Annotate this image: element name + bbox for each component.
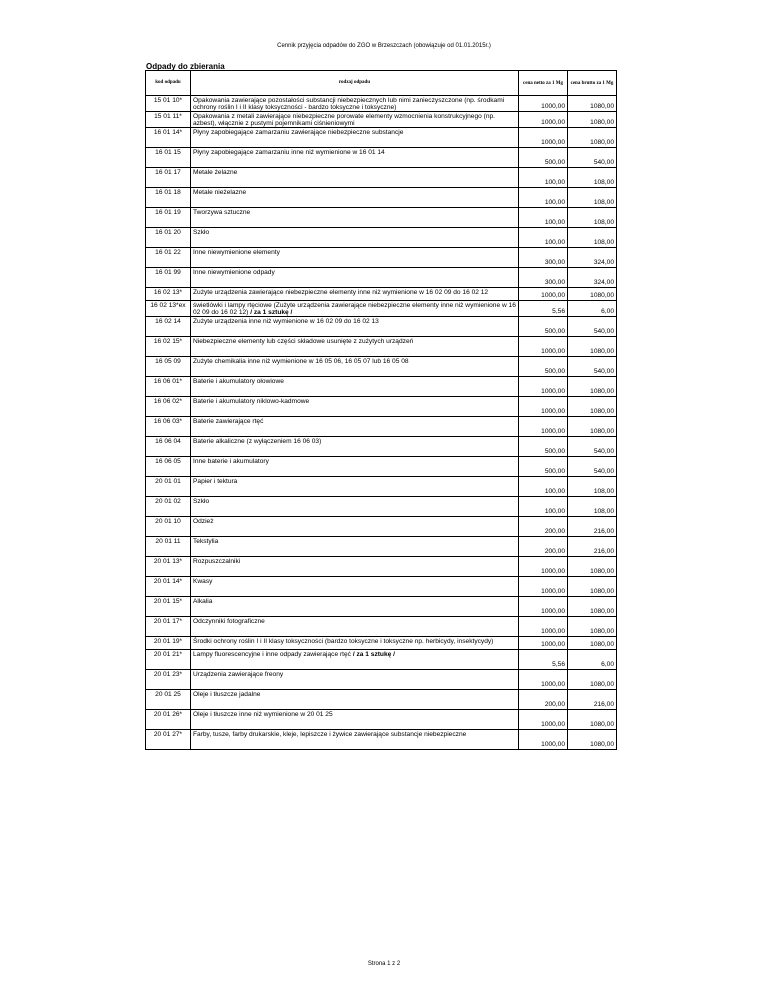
waste-code: 16 06 01* xyxy=(146,377,191,397)
waste-code: 15 01 11* xyxy=(146,112,191,128)
net-price: 5,56 xyxy=(519,301,568,317)
waste-description-text: Inne baterie i akumulatory xyxy=(193,458,269,465)
waste-code: 20 01 25 xyxy=(146,690,191,710)
waste-description-text: Baterie i akumulatory niklowo-kadmowe xyxy=(193,398,310,405)
waste-description-text: Zużyte chemikalia inne niż wymienione w 16 05 06, 16 05 07 lub 16 05 08 xyxy=(193,358,409,365)
net-price: 100,00 xyxy=(519,228,568,248)
table-row xyxy=(146,357,617,377)
waste-code: 20 01 19* xyxy=(146,637,191,650)
net-price: 1000,00 xyxy=(519,96,568,112)
waste-description xyxy=(191,637,519,650)
waste-code: 16 01 17 xyxy=(146,168,191,188)
table-row xyxy=(146,148,617,168)
table-row xyxy=(146,617,617,637)
gross-price: 108,00 xyxy=(568,188,617,208)
gross-price: 216,00 xyxy=(568,537,617,557)
waste-description-text: Urządzenia zawierające freony xyxy=(193,671,284,678)
waste-description-text: Szkło xyxy=(193,229,210,236)
net-price: 200,00 xyxy=(519,517,568,537)
waste-code: 20 01 21* xyxy=(146,650,191,670)
waste-code: 16 01 15 xyxy=(146,148,191,168)
gross-price: 1080,00 xyxy=(568,710,617,730)
net-price: 1000,00 xyxy=(519,288,568,301)
gross-price: 108,00 xyxy=(568,477,617,497)
waste-description xyxy=(191,437,519,457)
table-row xyxy=(146,96,617,112)
waste-description xyxy=(191,597,519,617)
net-price: 1000,00 xyxy=(519,597,568,617)
table-row xyxy=(146,577,617,597)
net-price: 1000,00 xyxy=(519,730,568,750)
table-row xyxy=(146,477,617,497)
table-row xyxy=(146,337,617,357)
gross-price: 540,00 xyxy=(568,148,617,168)
net-price: 300,00 xyxy=(519,248,568,268)
waste-description xyxy=(191,417,519,437)
table-row xyxy=(146,557,617,577)
waste-description-text: Baterie zawierające rtęć xyxy=(193,418,264,425)
waste-description xyxy=(191,128,519,148)
waste-code: 16 02 15* xyxy=(146,337,191,357)
waste-description xyxy=(191,96,519,112)
waste-code: 20 01 15* xyxy=(146,597,191,617)
waste-description-text: Oleje i tłuszcze jadalne xyxy=(193,691,261,698)
net-price: 1000,00 xyxy=(519,377,568,397)
net-price: 500,00 xyxy=(519,317,568,337)
net-price: 1000,00 xyxy=(519,617,568,637)
waste-code: 16 02 13* xyxy=(146,288,191,301)
waste-description-text: Baterie alkaliczne (z wyłączeniem 16 06 03) xyxy=(193,438,322,445)
waste-description-text: Odczynniki fotograficzne xyxy=(193,618,265,625)
gross-price: 1080,00 xyxy=(568,417,617,437)
column-header-gross-price: cena brutto za 1 Mg xyxy=(568,71,617,96)
waste-description xyxy=(191,228,519,248)
waste-description xyxy=(191,497,519,517)
waste-code: 16 02 14 xyxy=(146,317,191,337)
table-row xyxy=(146,248,617,268)
waste-description xyxy=(191,208,519,228)
waste-code: 16 06 02* xyxy=(146,397,191,417)
waste-description-text: Szkło xyxy=(193,498,210,505)
table-row xyxy=(146,417,617,437)
waste-description xyxy=(191,730,519,750)
table-row xyxy=(146,377,617,397)
waste-description xyxy=(191,377,519,397)
waste-description-text: Metale żelazne xyxy=(193,169,238,176)
waste-description xyxy=(191,670,519,690)
gross-price: 540,00 xyxy=(568,317,617,337)
waste-code: 16 06 04 xyxy=(146,437,191,457)
table-row xyxy=(146,317,617,337)
net-price: 100,00 xyxy=(519,477,568,497)
net-price: 5,56 xyxy=(519,650,568,670)
gross-price: 1080,00 xyxy=(568,337,617,357)
page-number: Strona 1 z 2 xyxy=(367,961,401,967)
gross-price: 1080,00 xyxy=(568,128,617,148)
waste-description-text: Płyny zapobiegające zamarzaniu inne niż wymienione w 16 01 14 xyxy=(193,149,385,156)
waste-code: 20 01 02 xyxy=(146,497,191,517)
waste-code: 20 01 01 xyxy=(146,477,191,497)
waste-description xyxy=(191,457,519,477)
waste-code: 20 01 17* xyxy=(146,617,191,637)
table-row xyxy=(146,730,617,750)
net-price: 200,00 xyxy=(519,690,568,710)
waste-description xyxy=(191,148,519,168)
net-price: 1000,00 xyxy=(519,577,568,597)
table-row xyxy=(146,268,617,288)
waste-description-text: Alkalia xyxy=(193,598,213,605)
waste-description xyxy=(191,188,519,208)
waste-description-text: świetlówki i lampy rtęciowe (Zużyte urządzenia zawierające niebezpieczne elementy inne niż wymienione w 16 02 09 do 16 02 12) xyxy=(193,302,516,316)
table-row xyxy=(146,128,617,148)
gross-price: 108,00 xyxy=(568,168,617,188)
table-row xyxy=(146,228,617,248)
table-row xyxy=(146,670,617,690)
gross-price: 1080,00 xyxy=(568,597,617,617)
gross-price: 216,00 xyxy=(568,517,617,537)
waste-description xyxy=(191,537,519,557)
table-row xyxy=(146,457,617,477)
waste-code: 20 01 13* xyxy=(146,557,191,577)
waste-description xyxy=(191,248,519,268)
gross-price: 540,00 xyxy=(568,437,617,457)
waste-description-text: Metale nieżelazne xyxy=(193,189,247,196)
table-row xyxy=(146,637,617,650)
net-price: 500,00 xyxy=(519,148,568,168)
waste-description xyxy=(191,317,519,337)
table-row xyxy=(146,397,617,417)
gross-price: 1080,00 xyxy=(568,112,617,128)
net-price: 100,00 xyxy=(519,168,568,188)
table-row xyxy=(146,710,617,730)
table-header-row xyxy=(146,71,617,96)
waste-code: 16 06 05 xyxy=(146,457,191,477)
price-table xyxy=(145,70,617,750)
waste-description xyxy=(191,357,519,377)
column-header-description: rodzaj odpadu xyxy=(191,71,519,96)
section-title: Odpady do zbierania xyxy=(146,62,225,71)
waste-description xyxy=(191,301,519,317)
net-price: 1000,00 xyxy=(519,417,568,437)
waste-description xyxy=(191,650,519,670)
waste-code: 16 02 13*ex xyxy=(146,301,191,317)
per-unit-note: / za 1 sztukę / xyxy=(350,651,395,658)
waste-description-text: Odzież xyxy=(193,518,214,525)
table-row xyxy=(146,597,617,617)
net-price: 1000,00 xyxy=(519,112,568,128)
gross-price: 1080,00 xyxy=(568,288,617,301)
net-price: 100,00 xyxy=(519,497,568,517)
waste-description-text: Inne niewymienione odpady xyxy=(193,269,275,276)
waste-description xyxy=(191,337,519,357)
waste-description-text: Tworzywa sztuczne xyxy=(193,209,251,216)
gross-price: 1080,00 xyxy=(568,617,617,637)
net-price: 200,00 xyxy=(519,537,568,557)
waste-description xyxy=(191,617,519,637)
waste-code: 16 01 14* xyxy=(146,128,191,148)
waste-description-text: Opakowania z metali zawierające niebezpieczne porowate elementy wzmocnienia konstrukcyjnego (np. azbest), włącznie z pustymi pojemnikami ciśnieniowymi xyxy=(193,113,496,127)
waste-description-text: Papier i tektura xyxy=(193,478,238,485)
net-price: 1000,00 xyxy=(519,337,568,357)
gross-price: 1080,00 xyxy=(568,730,617,750)
waste-code: 15 01 10* xyxy=(146,96,191,112)
per-unit-note: / za 1 sztukę / xyxy=(248,309,293,316)
table-row xyxy=(146,208,617,228)
waste-code: 16 01 22 xyxy=(146,248,191,268)
table-row xyxy=(146,168,617,188)
gross-price: 216,00 xyxy=(568,690,617,710)
gross-price: 1080,00 xyxy=(568,397,617,417)
gross-price: 324,00 xyxy=(568,248,617,268)
waste-code: 16 01 99 xyxy=(146,268,191,288)
gross-price: 6,00 xyxy=(568,650,617,670)
waste-code: 20 01 26* xyxy=(146,710,191,730)
waste-code: 20 01 10 xyxy=(146,517,191,537)
waste-description xyxy=(191,112,519,128)
net-price: 500,00 xyxy=(519,457,568,477)
gross-price: 108,00 xyxy=(568,208,617,228)
gross-price: 540,00 xyxy=(568,457,617,477)
waste-description-text: Płyny zapobiegające zamarzaniu zawierające niebezpieczne substancje xyxy=(193,129,404,136)
net-price: 1000,00 xyxy=(519,128,568,148)
document-title: Cennik przyjęcia odpadów do ZGO w Brzeszczach (obowiązuje od 01.01.2015r.) xyxy=(277,43,491,49)
net-price: 100,00 xyxy=(519,188,568,208)
net-price: 1000,00 xyxy=(519,557,568,577)
table-row xyxy=(146,188,617,208)
table-row xyxy=(146,690,617,710)
net-price: 500,00 xyxy=(519,437,568,457)
gross-price: 1080,00 xyxy=(568,96,617,112)
waste-description xyxy=(191,577,519,597)
gross-price: 1080,00 xyxy=(568,557,617,577)
waste-description xyxy=(191,710,519,730)
waste-description xyxy=(191,168,519,188)
waste-description-text: Tekstylia xyxy=(193,538,219,545)
waste-description xyxy=(191,477,519,497)
table-row xyxy=(146,497,617,517)
net-price: 1000,00 xyxy=(519,670,568,690)
waste-description-text: Środki ochrony roślin I i II klasy toksyczności (bardzo toksyczne i toksyczne np. herbicydy, insektycydy) xyxy=(193,638,494,645)
waste-description xyxy=(191,397,519,417)
waste-description xyxy=(191,690,519,710)
gross-price: 1080,00 xyxy=(568,637,617,650)
waste-code: 16 01 18 xyxy=(146,188,191,208)
waste-description-text: Farby, tusze, farby drukarskie, kleje, lepiszcze i żywice zawierające substancje niebezpieczne xyxy=(193,731,467,738)
waste-description xyxy=(191,268,519,288)
table-row xyxy=(146,650,617,670)
net-price: 1000,00 xyxy=(519,710,568,730)
column-header-code: kod odpadu xyxy=(146,71,191,96)
waste-description-text: Kwasy xyxy=(193,578,213,585)
table-row xyxy=(146,537,617,557)
waste-description-text: Opakowania zawierające pozostałości substancji niebezpiecznych lub nimi zanieczyszczone (np. środkami ochrony roślin I i II klasy toksyczności - bardzo toksyczne i toksyczne) xyxy=(193,97,505,111)
net-price: 300,00 xyxy=(519,268,568,288)
waste-code: 16 05 09 xyxy=(146,357,191,377)
gross-price: 1080,00 xyxy=(568,670,617,690)
gross-price: 6,00 xyxy=(568,301,617,317)
waste-code: 16 01 20 xyxy=(146,228,191,248)
waste-code: 16 01 19 xyxy=(146,208,191,228)
net-price: 1000,00 xyxy=(519,397,568,417)
net-price: 100,00 xyxy=(519,208,568,228)
waste-description-text: Niebezpieczne elementy lub części składowe usunięte z zużytych urządzeń xyxy=(193,338,414,345)
waste-code: 20 01 14* xyxy=(146,577,191,597)
table-row xyxy=(146,517,617,537)
waste-description-text: Baterie i akumulatory ołowiowe xyxy=(193,378,284,385)
column-header-net-price: cena netto za 1 Mg xyxy=(519,71,568,96)
waste-description-text: Lampy fluorescencyjne i inne odpady zawierające rtęć xyxy=(193,651,351,658)
table-row xyxy=(146,112,617,128)
table-row xyxy=(146,437,617,457)
waste-code: 20 01 23* xyxy=(146,670,191,690)
waste-description xyxy=(191,288,519,301)
waste-description-text: Oleje i tłuszcze inne niż wymienione w 20 01 25 xyxy=(193,711,333,718)
waste-description-text: Rozpuszczalniki xyxy=(193,558,241,565)
waste-code: 20 01 27* xyxy=(146,730,191,750)
gross-price: 108,00 xyxy=(568,228,617,248)
waste-code: 16 06 03* xyxy=(146,417,191,437)
gross-price: 108,00 xyxy=(568,497,617,517)
waste-description xyxy=(191,557,519,577)
waste-code: 20 01 11 xyxy=(146,537,191,557)
net-price: 500,00 xyxy=(519,357,568,377)
gross-price: 540,00 xyxy=(568,357,617,377)
table-row xyxy=(146,288,617,301)
waste-description-text: Inne niewymienione elementy xyxy=(193,249,280,256)
waste-description-text: Zużyte urządzenia inne niż wymienione w 16 02 09 do 16 02 13 xyxy=(193,318,379,325)
waste-description xyxy=(191,517,519,537)
gross-price: 324,00 xyxy=(568,268,617,288)
net-price: 1000,00 xyxy=(519,637,568,650)
gross-price: 1080,00 xyxy=(568,377,617,397)
gross-price: 1080,00 xyxy=(568,577,617,597)
waste-description-text: Zużyte urządzenia zawierające niebezpieczne elementy inne niż wymienione w 16 02 09 do 16 02 12 xyxy=(193,289,489,296)
table-row xyxy=(146,301,617,317)
